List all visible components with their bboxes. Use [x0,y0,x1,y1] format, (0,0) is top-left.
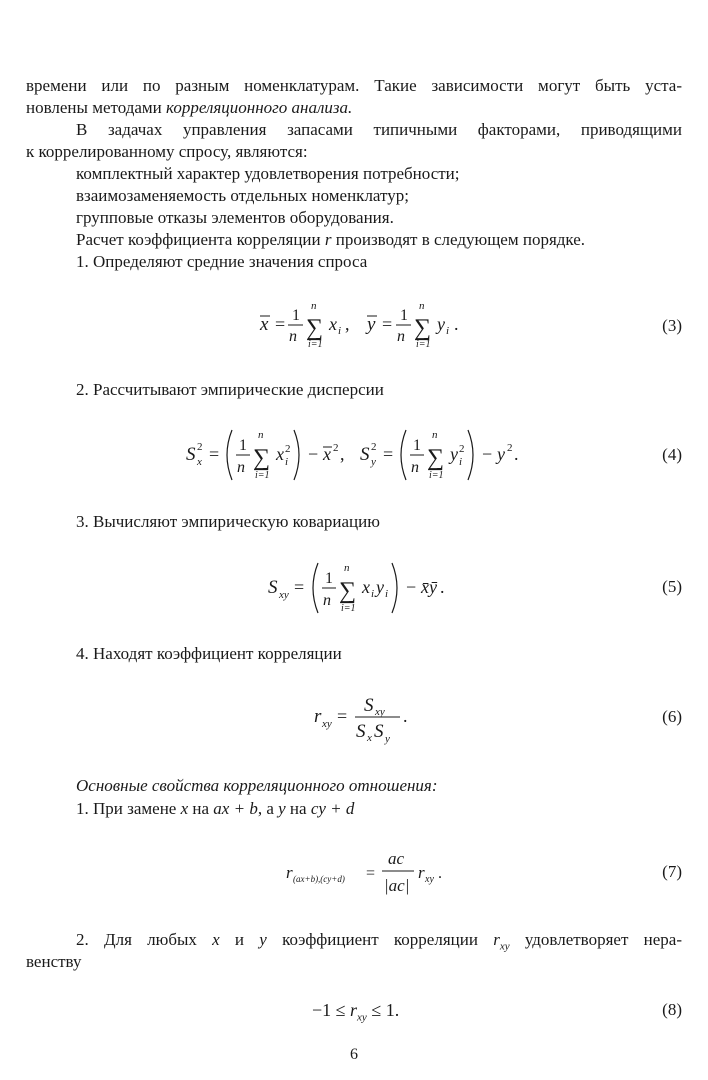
f7-rxy-sub: xy [425,874,434,885]
eq-number-7: (7) [662,862,682,881]
f6-r-sub: xy [322,718,332,730]
f7-rxy: r [418,863,425,882]
formula-7 [280,838,450,908]
f6-den-Sy-sub: y [385,733,390,745]
list-item: комплектный характер удовлетворения потребности; [76,164,460,183]
f5-top: n [344,562,350,574]
f4-S2-sup: 2 [371,441,377,453]
formula-4 [180,418,540,488]
f5-bottom: i=1 [341,603,356,614]
term-correlation-analysis: корреляционного анализа. [166,98,353,117]
f5-yi: y [376,577,384,597]
text-run: , а [257,799,279,818]
f4-sigma2: ∑ [427,445,445,471]
text-line: времени или по разным номенклатурам. Такие зависимости могут быть уста- [26,76,682,95]
f8-left: −1 ≤ [312,1000,351,1020]
text-run: 2. Для любых [76,930,213,949]
text-run: Расчет коэффициента корреляции [76,230,325,249]
f4-bottom2: i=1 [429,470,444,481]
text-run: производят в следующем порядке. [331,230,586,249]
f7-eq: = [366,865,376,882]
f4-lparen [227,430,232,480]
f4-den2: n [411,459,419,476]
text-line [76,230,708,250]
f3-num2: 1 [400,307,408,324]
f4-xi: x [276,444,284,464]
f5-sigma: ∑ [339,578,357,604]
f5-yi-sub: i [385,588,389,600]
f3-top: n [311,300,317,312]
f3-eq2: = [382,314,393,334]
f5-xbarybar: x̄ȳ [421,577,437,597]
f4-S2: S [360,444,370,465]
f5-S: S [268,577,278,598]
f6-den-Sy: S [374,721,384,742]
text-run: 1. При замене [76,799,181,818]
f5-period: . [440,577,445,597]
f8-r-sub: xy [357,1011,367,1024]
text-run: и [219,930,260,949]
eq-number-8: (8) [662,1000,682,1019]
f4-den: n [237,459,245,476]
f4-top: n [258,429,264,441]
f4-ybar: y [497,444,505,464]
eq-number-3: (3) [662,316,682,335]
f4-top2: n [432,429,438,441]
f5-S-sub: xy [279,589,289,601]
text-run: удовлетворяет нера- [509,930,682,949]
f4-xbar: x [323,444,331,464]
text-line: к коррелированному спросу, являются: [26,142,308,161]
property-1 [76,799,708,819]
f4-xi-sub: i [285,456,289,468]
f4-period: . [514,444,519,464]
list-item: групповые отказы элементов оборудования. [76,208,394,227]
var-y: y [278,799,286,818]
page-number: 6 [350,1046,358,1063]
f4-S-sup: 2 [197,441,203,453]
var-r: r [324,230,332,249]
formula-8 [312,1000,399,1024]
f5-xi: x [362,577,370,597]
var-r-sub: xy [499,940,510,953]
var-rxy [493,930,510,953]
formula-6 [308,683,428,753]
f5-num: 1 [325,570,333,587]
f4-num2: 1 [413,437,421,454]
f5-xi-sub: i [371,588,375,600]
properties-title: Основные свойства корреляционного отношения: [76,776,438,795]
f6-eq: = [337,706,348,726]
step-heading: 2. Рассчитывают эмпирические дисперсии [76,380,384,399]
var-r: r [493,930,500,949]
eq-number-6: (6) [662,707,682,726]
list-item: взаимозаменяемость отдельных номенклатур; [76,186,409,205]
f6-den-Sx: S [356,721,366,742]
formula-3 [230,295,490,355]
f3-comma: , [345,314,350,334]
text-run: на [285,799,311,818]
f4-eq2: = [383,444,394,464]
f5-lparen [313,563,318,613]
f4-rparen [294,430,299,480]
eq-number-4: (4) [662,445,682,464]
step-heading: 3. Вычисляют эмпирическую ковариацию [76,512,380,531]
f4-num: 1 [239,437,247,454]
f6-num: S [364,695,374,716]
f7-period: . [438,865,442,882]
f7-r-sub: (ax+b),(cy+d) [293,874,345,884]
f8-r: r [350,1000,358,1020]
text-line [26,98,708,118]
formula-5 [262,553,462,623]
f4-comma: , [340,444,345,464]
f3-bottom2: i=1 [416,339,431,350]
eq-number-5: (5) [662,577,682,596]
f3-yi: y [437,314,445,334]
f4-rparen2 [468,430,473,480]
expr-ax-plus-b: ax + b [213,799,258,818]
property-2-line-2: венству [26,952,82,971]
f4-S2-sub: y [371,456,376,468]
text-run: на [188,799,214,818]
f4-bottom: i=1 [255,470,270,481]
f3-den2: n [397,328,405,345]
f6-period: . [403,706,408,726]
expr-cy-plus-d: cy + d [310,799,355,818]
f6-r: r [314,706,322,727]
f3-yi-sub: i [446,325,450,337]
var-x: x [212,930,220,949]
f3-xbar: x [260,314,269,335]
f3-eq: = [275,314,286,334]
f4-minus2: − [482,444,493,464]
f3-xi-sub: i [338,325,342,337]
f3-sigma: ∑ [306,315,324,341]
f4-eq: = [209,444,220,464]
f4-yi: y [450,444,458,464]
f5-eq: = [294,577,305,597]
f3-top2: n [419,300,425,312]
f6-num-sub: xy [375,706,385,718]
f7-num: ac [388,849,405,868]
f4-ybar-sup: 2 [507,442,513,454]
f5-den: n [323,592,331,609]
f3-ybar: y [367,314,376,335]
f4-lparen2 [401,430,406,480]
f3-sigma2: ∑ [414,315,432,341]
step-heading: 4. Находят коэффициент корреляции [76,644,342,663]
text-run: новлены методами [26,98,167,117]
text-line: В задачах управления запасами типичными факторами, приводящими [76,120,682,139]
f5-rparen [392,563,397,613]
f4-sigma: ∑ [253,445,271,471]
f4-yi-sub: i [459,456,463,468]
f4-yi-sup: 2 [459,443,465,455]
f4-xi-sup: 2 [285,443,291,455]
f3-period: . [454,314,459,334]
step-heading: 1. Определяют средние значения спроса [76,252,368,271]
f4-minus: − [308,444,319,464]
f8-right: ≤ 1. [366,1000,400,1020]
f3-den: n [289,328,297,345]
var-x: x [180,799,189,818]
f6-den-Sx-sub: x [367,732,372,744]
f4-S-sub: x [197,456,202,468]
f7-den: |ac| [384,876,410,895]
f7-r: r [286,863,293,882]
f3-xi: x [329,314,337,334]
f3-num: 1 [292,307,300,324]
f3-bottom: i=1 [308,339,323,350]
f5-minus: − [406,577,417,597]
f4-S: S [186,444,196,465]
text-run: коэффициент корреляции [266,930,494,949]
f4-xbar-sup: 2 [333,442,339,454]
var-y: y [259,930,267,949]
